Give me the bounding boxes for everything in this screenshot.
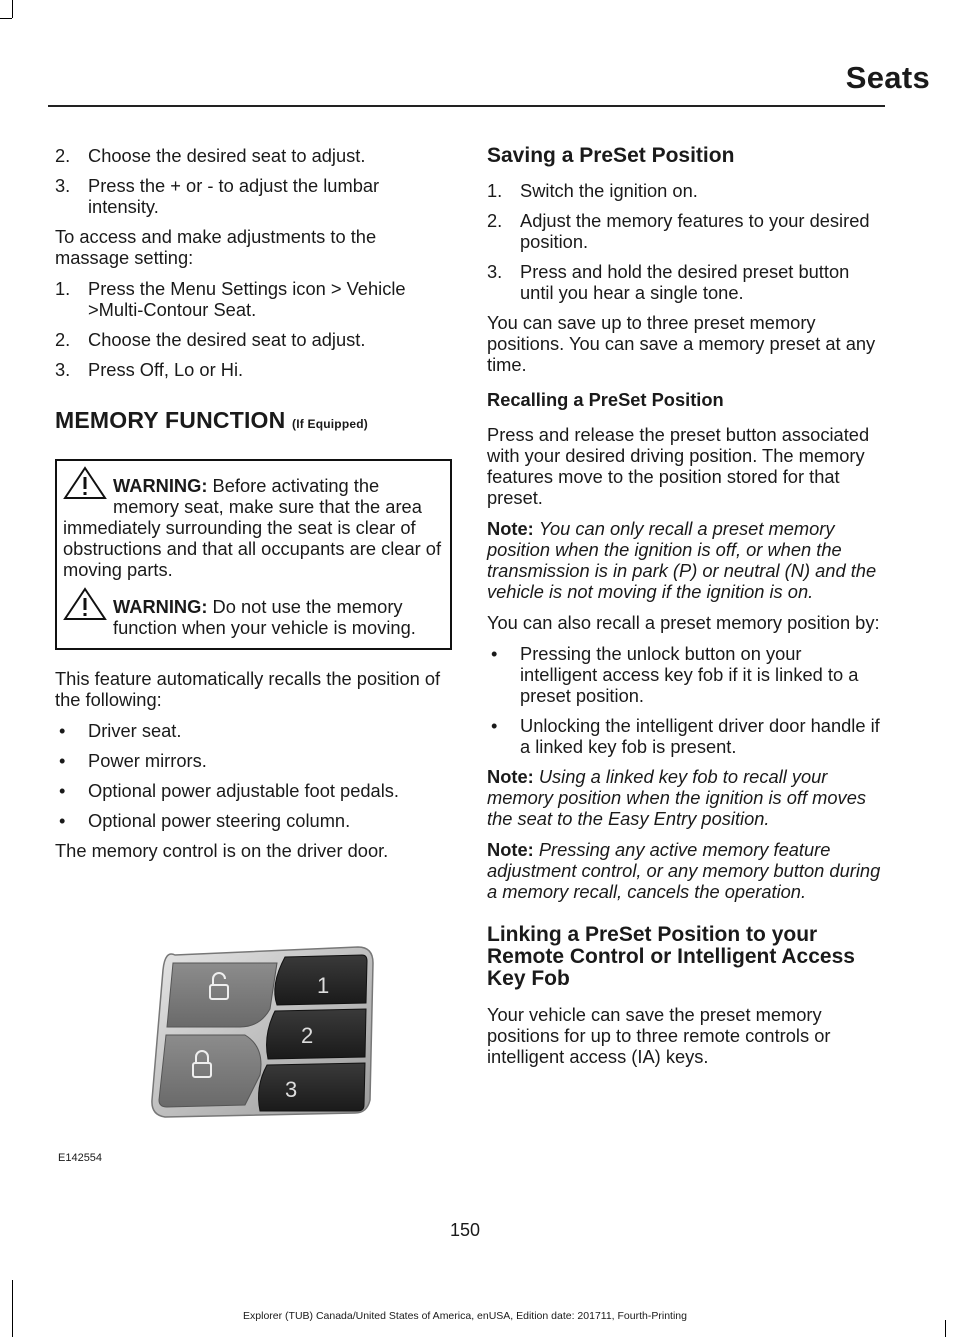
list-item: • Optional power steering column. bbox=[59, 810, 351, 831]
list-item: 2. Adjust the memory features to your desired position. bbox=[487, 210, 870, 252]
note: Note: You can only recall a preset memory position when the ignition is off, or when the transmission is in park (P) or neutral (N) and the vehicle is not moving if the ignition is on. bbox=[487, 518, 877, 602]
note: Note: Using a linked key fob to recall your memory position when the ignition is off moves the seat to the Easy Entry position. bbox=[487, 766, 867, 829]
saving-paragraph: You can save up to three preset memory positions. You can save a memory preset at any time. bbox=[487, 312, 876, 375]
footer-text: Explorer (TUB) Canada/United States of America, enUSA, Edition date: 201711, Fourth-Printing bbox=[243, 1310, 687, 1322]
list-item: 3. Press Off, Lo or Hi. bbox=[55, 359, 244, 380]
memory-button-2-label: 2 bbox=[301, 1023, 314, 1048]
linking-paragraph: Your vehicle can save the preset memory positions for up to three remote controls or intelligent access (IA) keys. bbox=[487, 1004, 831, 1067]
header-rule bbox=[48, 105, 885, 107]
list-item: • Pressing the unlock button on your intelligent access key fob if it is linked to a preset position. bbox=[491, 643, 859, 706]
warning-item: WARNING: Do not use the memory function when your vehicle is moving. bbox=[63, 596, 446, 638]
memory-control-figure bbox=[55, 935, 450, 1170]
list-item: 3. Press and hold the desired preset button until you hear a single tone. bbox=[487, 261, 850, 303]
heading-recalling-preset: Recalling a PreSet Position bbox=[487, 389, 724, 410]
warning-box bbox=[55, 459, 452, 650]
page-number: 150 bbox=[449, 1220, 481, 1240]
crop-mark bbox=[12, 0, 13, 18]
memory-location: The memory control is on the driver door. bbox=[55, 840, 389, 861]
memory-button-3-label: 3 bbox=[285, 1077, 298, 1102]
heading-linking-preset: Linking a PreSet Position to your Remote Control or Intelligent Access Key Fob bbox=[487, 923, 855, 990]
memory-button-1-label: 1 bbox=[317, 973, 330, 998]
list-item: • Driver seat. bbox=[59, 720, 182, 741]
note: Note: Pressing any active memory feature adjustment control, or any memory button during a memory recall, cancels the operation. bbox=[487, 839, 881, 902]
heading-saving-preset: Saving a PreSet Position bbox=[487, 144, 735, 167]
list-item: • Power mirrors. bbox=[59, 750, 207, 771]
crop-mark bbox=[945, 1320, 946, 1337]
right-column bbox=[487, 145, 882, 1077]
figure-label: E142554 bbox=[58, 1152, 103, 1164]
feature-intro: This feature automatically recalls the position of the following: bbox=[55, 668, 441, 710]
crop-mark bbox=[0, 18, 12, 19]
list-item: • Optional power adjustable foot pedals. bbox=[59, 780, 399, 801]
massage-intro: To access and make adjustments to the massage setting: bbox=[55, 226, 377, 268]
list-item: 2. Choose the desired seat to adjust. bbox=[55, 329, 366, 350]
list-item: • Unlocking the intelligent driver door handle if a linked key fob is present. bbox=[491, 715, 880, 757]
page-header-title: Seats bbox=[845, 60, 930, 95]
crop-mark bbox=[12, 1280, 13, 1337]
warning-triangle-icon bbox=[61, 586, 109, 622]
memory-control-panel-image bbox=[55, 935, 450, 1170]
list-item: 2. Choose the desired seat to adjust. bbox=[55, 145, 366, 166]
left-column bbox=[55, 145, 450, 871]
also-recall-intro: You can also recall a preset memory position by: bbox=[487, 612, 880, 633]
warning-item: WARNING: Before activating the memory seat, make sure that the area immediately surrounding the seat is clear of obstructions and that all occupants are clear of moving parts. bbox=[63, 475, 446, 580]
list-item: 3. Press the + or - to adjust the lumbar intensity. bbox=[55, 175, 380, 217]
list-item: 1. Switch the ignition on. bbox=[487, 180, 698, 201]
recall-paragraph: Press and release the preset button associated with your desired driving position. The memory features move to the position stored for that preset. bbox=[487, 424, 870, 508]
list-item: 1. Press the Menu Settings icon > Vehicle >Multi-Contour Seat. bbox=[55, 278, 406, 320]
warning-triangle-icon bbox=[61, 465, 109, 501]
section-heading-memory-function: MEMORY FUNCTION (If Equipped) bbox=[55, 407, 368, 433]
